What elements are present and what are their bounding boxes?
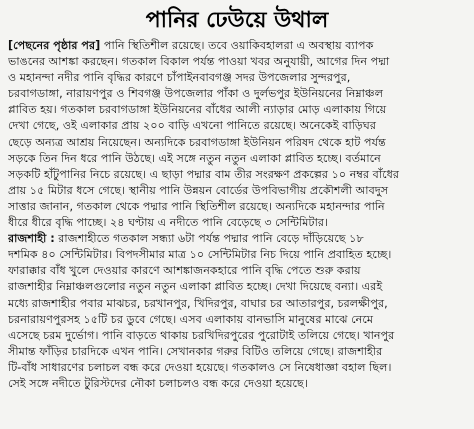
article-line: সেই সঙ্গে নদীতে টুরিস্টদের নৌকা চলাচলও বন্ধ করে দেওয়া হয়েছে। bbox=[8, 376, 308, 390]
article-line: এসেছে চরম দুর্ভোগ। পানি বাড়তে থাকায় চরখিদিরপুরের পুরোটাই তলিয়ে গেছে। খানপুর bbox=[8, 328, 395, 342]
article-line: সীমান্ত ফাঁড়ির চারদিকে এখন পানি। সেখানকার গরুর বিটিও তলিয়ে গেছে। রাজশাহীর bbox=[8, 344, 383, 358]
article-line: রাজশাহীর নিম্নাঞ্চলগুলোর নতুন নতুন এলাকা প্লাবিত হচ্ছে। দেখা দিয়েছে বন্যা। এরই bbox=[8, 280, 383, 294]
article-line: প্লাবিত হয়। গতকাল চরবাগডাঙ্গা ইউনিয়নের বাঁধের আলী ন্যাড়ার মোড় এলাকায় গিয়ে bbox=[8, 103, 387, 117]
article-line: সাত্তার জানান, গতকাল থেকে পদ্মার পানি স্থিতিশীল রয়েছে। অন্যদিকে মহানন্দার পানি bbox=[8, 199, 385, 213]
article-line: মধ্যে রাজশাহীর পবার মাঝচর, চরখানপুর, খিদিরপুর, বাঘার চর আতারপুর, চরলক্ষীপুর, bbox=[8, 296, 388, 310]
article-line: প্রায় ১৫ মিটার ধসে গেছে। স্থানীয় পানি উন্নয়ন বোর্ডের উপবিভাগীয় প্রকৌশলী আবদুস bbox=[8, 183, 389, 197]
article-line: ফারাক্কার বাঁধ খুলে দেওয়ার কারণে আশঙ্কাজনকহারে পানি বৃদ্ধি পেতে শুরু করায় bbox=[8, 264, 361, 278]
headline: পানির ঢেউয়ে উথাল bbox=[145, 7, 329, 33]
line-text: পানি স্থিতিশীল রয়েছে। তবে ওয়াকিবহালরা এ অবস্থায় ব্যাপক bbox=[103, 39, 374, 52]
article-line: চরনারায়ণপুরসহ ১৫টি চর ডুবে গেছে। এসব এলাকায় বানভাসি মানুষের মাঝে নেমে bbox=[8, 312, 374, 326]
article-body bbox=[8, 38, 466, 392]
article-line: চরবাগডাঙ্গা, নারায়ণপুর ও শিবগঞ্জ উপজেলার পাঁকা ও দুর্লভপুর ইউনিয়নের নিম্নাঞ্চল bbox=[8, 87, 384, 101]
article-line: সড়কে তিন দিন ধরে পানি উঠছে। এই সঙ্গে নতুন নতুন এলাকা প্লাবিত হচ্ছে। বর্তমানে bbox=[8, 151, 381, 165]
article-line: টি-বাঁধ সাধারণের চলাচল বন্ধ করে দেওয়া হয়েছে। গতকালও সে নিষেধাজ্ঞা বহাল ছিল। bbox=[8, 360, 392, 374]
article-line: ভাঙনের আশঙ্কা করছেন। গতকাল বিকাল পর্যন্ত পাওয়া খবর অনুযায়ী, আগের দিন পদ্মা bbox=[8, 55, 390, 69]
article-line: ধীরে ধীরে বৃদ্ধি পাচ্ছে। ২৪ ঘণ্টায় এ নদীতে পানি বেড়েছে ৩ সেন্টিমিটার। bbox=[8, 216, 328, 230]
article-line: দশমিক ৪০ সেন্টিমিটার। বিপদসীমার মাত্র ১০ সেন্টিমিটার নিচ দিয়ে পানি প্রবাহিত হচ্ছে। bbox=[8, 248, 392, 262]
article-line: ছেড়ে অন্যত্র আশ্রয় নিয়েছেন। অন্যদিকে চরবাগডাঙ্গা ইউনিয়ন পরিষদ থেকে হাট পর্যন্ত bbox=[8, 135, 386, 149]
article-line bbox=[8, 231, 466, 247]
article-line bbox=[8, 38, 466, 54]
article-line: ও মহানন্দা নদীর পানি বৃদ্ধির কারণে চাঁপাইনবাবগঞ্জ সদর উপজেলার সুন্দরপুর, bbox=[8, 71, 351, 85]
article-line: দেখা গেছে, ওই এলাকার প্রায় ২০০ বাড়ি এখনো পানিতে রয়েছে। অনেকেই বাড়িঘর bbox=[8, 119, 376, 133]
continued-from-label: [পেছনের পৃষ্ঠার পর] bbox=[8, 39, 101, 52]
dateline-label: রাজশাহী : bbox=[8, 232, 55, 246]
line-text: রাজশাহীতে গতকাল সন্ধ্যা ৬টা পর্যন্ত পদ্মার পানি বেড়ে দাঁড়িয়েছে ১৮ bbox=[58, 232, 364, 246]
article-line: সড়কটি হাঁটুপানির নিচে রয়েছে। এ ছাড়া পদ্মার বাম তীর সংরক্ষণ প্রকল্পের ১০ নম্বর বাঁধের bbox=[8, 167, 400, 181]
